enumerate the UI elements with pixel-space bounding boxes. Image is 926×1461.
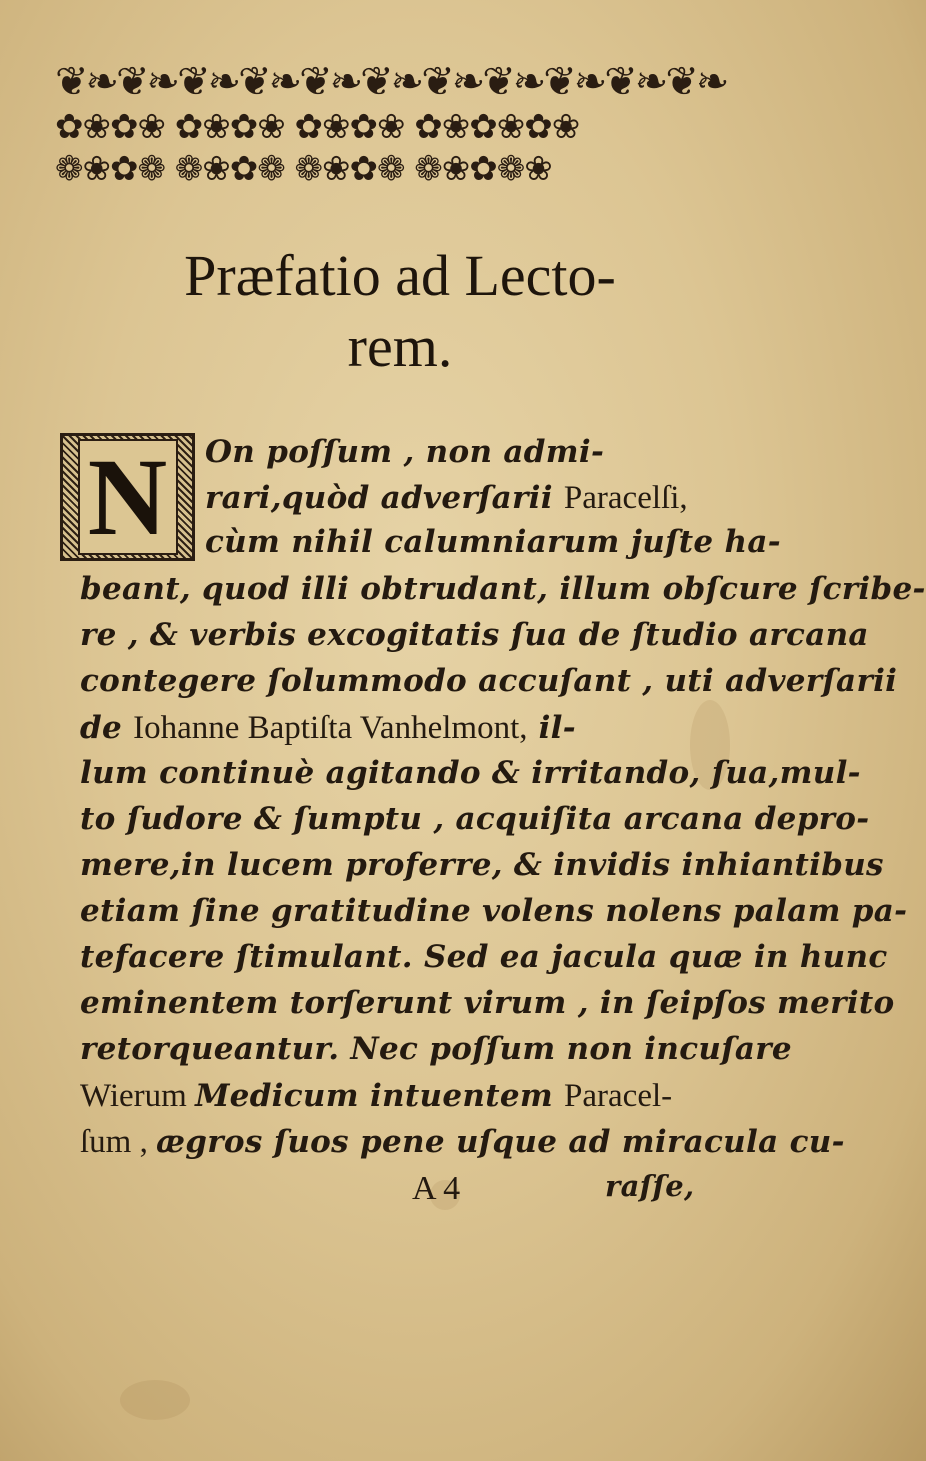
text-line [80, 663, 898, 699]
text-line [80, 1078, 673, 1114]
italic-text: Medicum intuentem [195, 1078, 565, 1114]
italic-text: contegere ſolummodo accuſant , uti adverſarii [80, 663, 898, 699]
italic-text: to ſudore & ſumptu , acquiſita arcana depro- [80, 801, 870, 837]
text-line [80, 755, 861, 791]
text-line [80, 893, 908, 929]
text-line [80, 571, 926, 607]
italic-text: il- [527, 710, 576, 746]
italic-text: re , & verbis excogitatis ſua de ſtudio arcana [80, 617, 869, 653]
italic-text: eminentem torſerunt virum , in ſeipſos merito [80, 985, 895, 1021]
italic-text: ægros ſuos pene uſque ad miracula cu- [156, 1124, 845, 1160]
italic-text: lum continuè agitando & irritando, ſua,mul- [80, 755, 861, 791]
italic-text: mere,in lucem proferre, & invidis inhiantibus [80, 847, 884, 883]
text-line [80, 985, 895, 1021]
italic-text: retorqueantur. Nec poſſum non incuſare [80, 1031, 792, 1067]
italic-text: tefacere ſtimulant. Sed ea jacula quæ in hunc [80, 939, 888, 975]
page-title-line-2: rem. [347, 314, 453, 379]
decorative-headpiece [55, 59, 727, 194]
italic-text: etiam ſine gratitudine volens nolens palam pa- [80, 893, 908, 929]
initial-letter: N [78, 439, 178, 555]
text-line [80, 712, 660, 745]
italic-text: de [80, 710, 134, 746]
page-title-line-1: Præfatio ad Lecto- [184, 243, 616, 308]
text-line [80, 617, 869, 653]
headpiece-middle-row: ✿❀✿❀ ✿❀✿❀ ✿❀✿❀ ✿❀✿❀✿❀ [55, 107, 580, 147]
text-line [80, 847, 884, 883]
roman-text: ſum , [80, 1124, 157, 1160]
signature-mark: A 4 [412, 1170, 461, 1207]
text-line [205, 524, 781, 560]
roman-text: Paracelſi, [563, 480, 688, 516]
roman-text: Wierum [80, 1078, 196, 1114]
italic-text: cùm nihil calumniarum juſte ha- [205, 524, 781, 560]
roman-text: Iohanne Baptiſta Vanhelmont, [133, 710, 528, 746]
headpiece-top-row: ❦❧❦❧❦❧❦❧❦❧❦❧❦❧❦❧❦❧❦❧❦❧ [55, 59, 727, 105]
italic-text: beant, quod illi obtrudant, illum obſcure ſcribe- [80, 571, 926, 607]
text-line [80, 1124, 845, 1160]
headpiece-bottom-row: ❁❀✿❁ ❁❀✿❁ ❁❀✿❁ ❁❀✿❁❀ [55, 149, 552, 189]
italic-text: rari,quòd adverſarii [205, 480, 564, 516]
text-line [80, 939, 888, 975]
roman-text: Paracel- [564, 1078, 673, 1114]
catchword: raſſe, [605, 1169, 695, 1203]
decorated-initial [60, 433, 195, 561]
text-line [80, 1031, 792, 1067]
text-line [80, 801, 870, 837]
text-line [205, 480, 688, 516]
text-line [205, 434, 660, 470]
italic-text: On poſſum , non admi- [205, 434, 605, 470]
